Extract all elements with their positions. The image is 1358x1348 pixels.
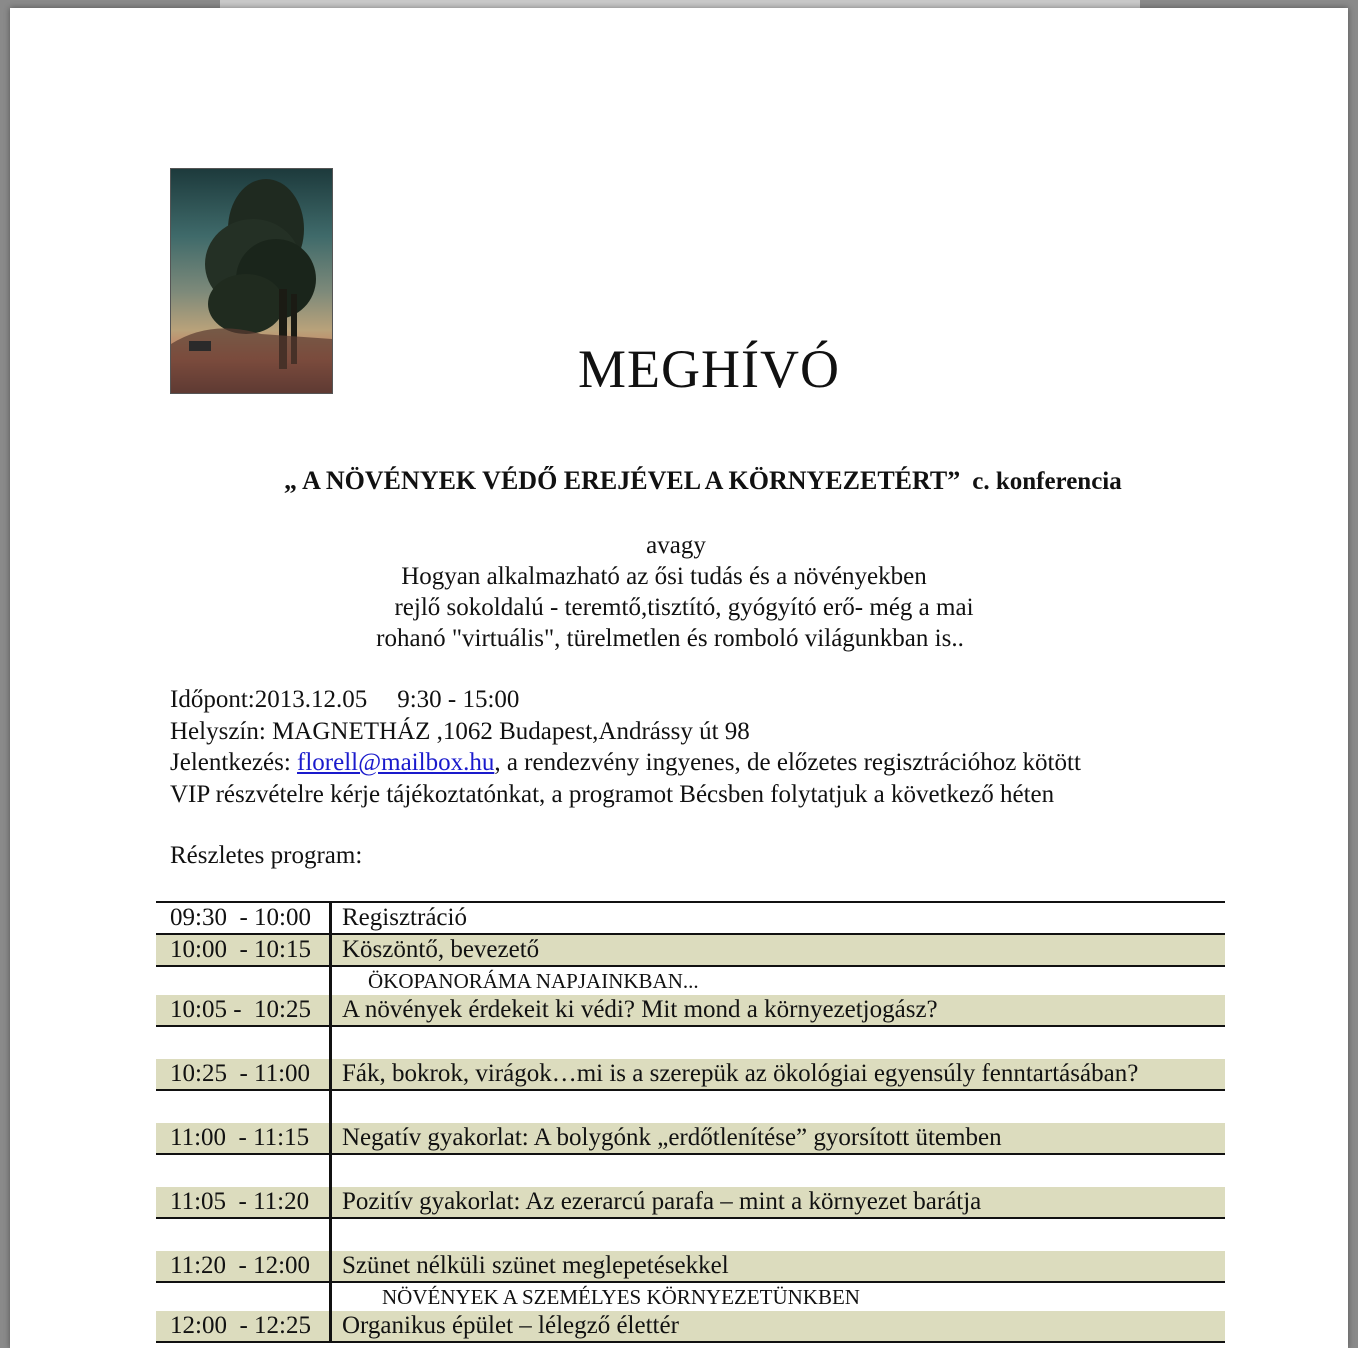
table-row	[156, 1251, 1225, 1283]
desc-cell: A növények érdekeit ki védi? Mit mond a környezetjogász?	[342, 996, 938, 1023]
table-row	[156, 1311, 1225, 1343]
desc-cell: Organikus épület – lélegző élettér	[342, 1312, 679, 1339]
conference-suffix: c. konferencia	[972, 468, 1122, 495]
desc-cell: Szünet nélküli szünet meglepetésekkel	[342, 1252, 729, 1279]
time-cell: 09:30 - 10:00	[156, 903, 332, 933]
signup-label: Jelentkezés:	[170, 749, 291, 776]
subtitle-line: Hogyan alkalmazható az ősi tudás és a növényekben	[401, 563, 927, 590]
blank-row	[156, 1027, 1225, 1059]
table-row	[156, 901, 1225, 935]
section-row	[156, 1283, 1225, 1311]
time-cell-empty	[156, 1283, 332, 1311]
conference-title-text: „ A NÖVÉNYEK VÉDŐ EREJÉVEL A KÖRNYEZETÉRT”	[284, 466, 961, 495]
table-row	[156, 935, 1225, 967]
time-cell-empty	[156, 967, 332, 995]
blank-row	[156, 1219, 1225, 1251]
subtitle-block	[10, 530, 1348, 654]
time-cell: 10:00 - 10:15	[156, 935, 332, 965]
schedule-table	[156, 901, 1225, 1343]
table-row	[156, 1187, 1225, 1219]
table-row	[156, 995, 1225, 1027]
time-cell: 11:05 - 11:20	[156, 1187, 332, 1217]
desc-cell: Regisztráció	[342, 904, 467, 931]
time-range: 9:30 - 15:00	[397, 686, 520, 713]
desc-cell: Fák, bokrok, virágok…mi is a szerepük az ökológiai egyensúly fenntartásában?	[342, 1060, 1139, 1087]
table-row	[156, 1059, 1225, 1091]
desc-cell: Köszöntő, bevezető	[342, 936, 540, 963]
time-cell: 12:00 - 12:25	[156, 1311, 332, 1341]
signup-line	[170, 747, 1081, 779]
signup-email-link[interactable]: florell@mailbox.hu	[297, 749, 495, 776]
time-cell: 10:05 - 10:25	[156, 995, 332, 1025]
location-line: Helyszín: MAGNETHÁZ ,1062 Budapest,Andrássy út 98	[170, 717, 750, 745]
document-page[interactable]	[10, 8, 1348, 1348]
time-cell: 11:00 - 11:15	[156, 1123, 332, 1153]
desc-cell: Pozitív gyakorlat: Az ezerarcú parafa – mint a környezet barátja	[342, 1188, 982, 1215]
section-heading: ÖKOPANORÁMA NAPJAINKBAN...	[368, 968, 699, 993]
conference-title	[284, 466, 1122, 496]
blank-row	[156, 1155, 1225, 1187]
subtitle-line: rejlő sokoldalú - teremtő,tisztító, gyógyító erő- még a mai	[394, 594, 974, 621]
time-cell-empty	[156, 1027, 332, 1059]
time-cell-empty	[156, 1155, 332, 1187]
time-cell-empty	[156, 1219, 332, 1251]
time-cell: 11:20 - 12:00	[156, 1251, 332, 1281]
time-cell: 10:25 - 11:00	[156, 1059, 332, 1089]
program-label: Részletes program:	[170, 842, 363, 869]
event-info	[170, 684, 1081, 810]
desc-cell: Negatív gyakorlat: A bolygónk „erdőtlenítése” gyorsított ütemben	[342, 1124, 1002, 1151]
date-label: Időpont:2013.12.05	[170, 686, 368, 713]
table-row	[156, 1123, 1225, 1155]
page-title: MEGHÍVÓ	[578, 339, 840, 399]
time-cell-empty	[156, 1091, 332, 1123]
signup-rest: , a rendezvény ingyenes, de előzetes regisztrációhoz kötött	[494, 749, 1081, 776]
blank-row	[156, 1091, 1225, 1123]
section-row	[156, 967, 1225, 995]
date-line	[170, 684, 1081, 716]
subtitle-line: avagy	[646, 532, 706, 559]
subtitle-line: rohanó "virtuális", türelmetlen és romboló világunkban is..	[376, 625, 964, 652]
section-heading: NÖVÉNYEK A SZEMÉLYES KÖRNYEZETÜNKBEN	[382, 1284, 860, 1309]
vip-line: VIP részvételre kérje tájékoztatónkat, a programot Bécsben folytatjuk a következő héten	[170, 780, 1055, 808]
